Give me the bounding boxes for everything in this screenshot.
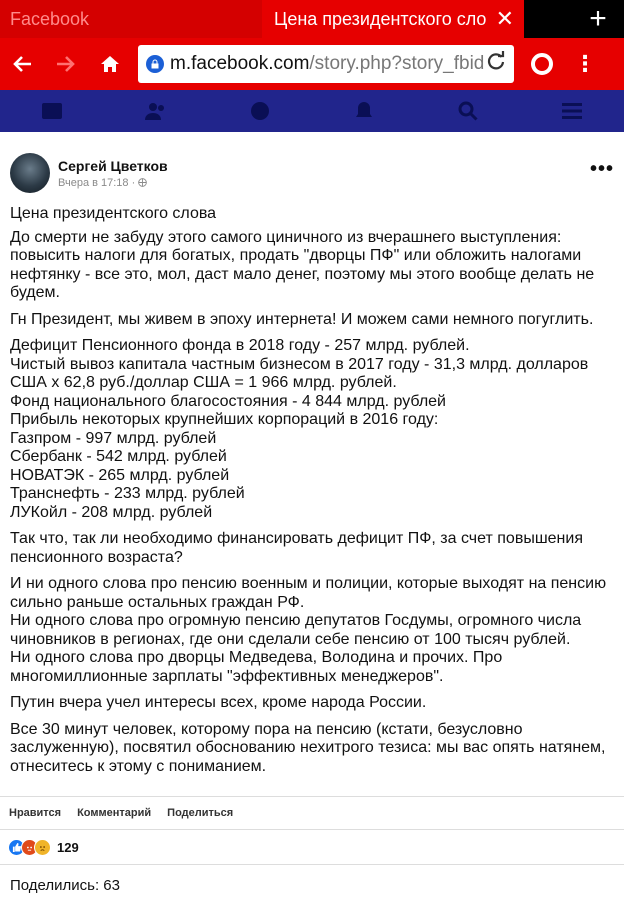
post-line: Ни одного слова про дворцы Медведева, Володина и прочих. Про: [10, 649, 503, 666]
facebook-nav: [0, 90, 624, 135]
post-line: чиновников в регионах, где они сделали себе пенсию от 100 тысяч рублей.: [10, 630, 571, 648]
messenger-icon[interactable]: [249, 102, 271, 120]
tab-title: Цена президентского сло: [274, 8, 487, 29]
tab-active[interactable]: [262, 0, 524, 38]
comment-button[interactable]: Комментарий: [77, 807, 152, 819]
post-line: многомиллионные зарплаты "эффективных менеджеров".: [10, 667, 444, 685]
post-line: США х 62,8 руб./доллар США = 1 966 млрд. рублей.: [10, 374, 397, 391]
post-line: Сбербанк - 542 млрд. рублей: [10, 448, 227, 465]
post-line: будем.: [10, 284, 60, 301]
post-line: Чистый вывоз капитала частным бизнесом в 2017 году - 31,3 млрд. долларов: [10, 355, 589, 373]
post-paragraph: [10, 337, 614, 522]
reactions-bar[interactable]: [0, 829, 624, 864]
post-paragraph: [10, 721, 614, 777]
menu-dots-icon[interactable]: ⋮: [574, 51, 596, 76]
tab-title: Facebook: [10, 8, 90, 29]
tab-strip: [0, 0, 624, 38]
post-header: [0, 143, 624, 193]
reaction-count: 129: [57, 839, 79, 855]
shares-count[interactable]: [0, 864, 624, 905]
tab-facebook[interactable]: [0, 0, 262, 38]
friends-icon[interactable]: [145, 102, 167, 120]
address-bar[interactable]: [138, 45, 514, 83]
search-icon[interactable]: [457, 102, 479, 120]
post-paragraph: [10, 530, 614, 567]
post-line: До смерти не забуду этого самого циничного из вчерашнего выступления:: [10, 228, 562, 246]
shares-text: Поделились: 63: [10, 876, 120, 894]
post-line: И ни одного слова про пенсию военным и полиции, которые выходят на пенсию: [10, 575, 607, 592]
post-line: Все 30 минут человек, которому пора на пенсию (кстати, безусловно: [10, 720, 523, 738]
globe-icon: [138, 178, 147, 187]
lock-icon: [146, 55, 164, 73]
close-tab-icon[interactable]: ✕: [495, 6, 514, 31]
post-body: [0, 205, 624, 776]
post-line: заслуженную), посвятил обоснованию нехитрого тезиса: мы вас опять натянем,: [10, 739, 606, 756]
sad-reaction-icon: [34, 839, 51, 856]
url-path: /story.php?story_fbid: [309, 53, 485, 74]
timestamp-text: Вчера в 17:18 ·: [58, 176, 139, 189]
new-tab-icon[interactable]: +: [589, 2, 607, 35]
url-domain: m.facebook.com: [170, 53, 310, 74]
post-paragraph: [10, 311, 614, 330]
post-line: Гн Президент, мы живем в эпоху интернета! И можем сами немного погуглить.: [10, 310, 594, 328]
like-button[interactable]: Нравится: [9, 807, 62, 819]
tab-spacer: [524, 0, 572, 38]
notifications-icon[interactable]: [353, 102, 375, 120]
post-line: Фонд национального благосостояния - 4 844 млрд. рублей: [10, 392, 446, 410]
post-line: Дефицит Пенсионного фонда в 2018 году - 257 млрд. рублей.: [10, 337, 470, 354]
post-paragraph: [10, 575, 614, 686]
post-actions: [0, 796, 624, 829]
avatar[interactable]: [10, 153, 50, 193]
post-line: Ни одного слова про огромную пенсию депутатов Госдумы, огромного числа: [10, 612, 582, 629]
post-line: пенсионного возраста?: [10, 548, 183, 566]
post-line: Путин вчера учел интересы всех, кроме народа России.: [10, 694, 427, 711]
author-name[interactable]: Сергей Цветков: [58, 157, 168, 174]
post-options-icon[interactable]: •••: [589, 157, 614, 180]
browser-toolbar: [0, 38, 624, 90]
post-line: нефтянку - все это, мол, даст мало денег, поэтому мы этого вообще делать не: [10, 265, 595, 283]
forward-icon[interactable]: [44, 53, 88, 75]
post-line: НОВАТЭК - 265 млрд. рублей: [10, 466, 230, 484]
url-text: [170, 53, 485, 75]
post-timestamp[interactable]: [58, 177, 168, 189]
post-line: отнеситесь к этому с пониманием.: [10, 757, 267, 775]
post-line: Газпром - 997 млрд. рублей: [10, 429, 217, 447]
news-feed-icon[interactable]: [41, 102, 63, 120]
post-line: Так что, так ли необходимо финансировать дефицит ПФ, за счет повышения: [10, 530, 583, 547]
menu-icon[interactable]: [561, 102, 583, 120]
post-paragraph: [10, 694, 614, 713]
opera-logo-icon[interactable]: [514, 53, 570, 75]
post-line: ЛУКойл - 208 млрд. рублей: [10, 503, 213, 521]
post-line: Транснефть - 233 млрд. рублей: [10, 485, 245, 502]
author-block: [58, 158, 168, 189]
post-title: Цена президентского слова: [10, 205, 217, 222]
post-line: сильно раньше остальных граждан РФ.: [10, 593, 305, 611]
post-paragraph: [10, 229, 614, 303]
home-icon[interactable]: [88, 53, 132, 75]
back-icon[interactable]: [0, 53, 44, 75]
reload-icon[interactable]: [486, 51, 506, 77]
share-button[interactable]: Поделиться: [167, 807, 234, 819]
post-line: повысить налоги для богатых, продать "дворцы ПФ" или обложить налогами: [10, 247, 582, 264]
post-line: Прибыль некоторых крупнейших корпораций в 2016 году:: [10, 411, 439, 428]
